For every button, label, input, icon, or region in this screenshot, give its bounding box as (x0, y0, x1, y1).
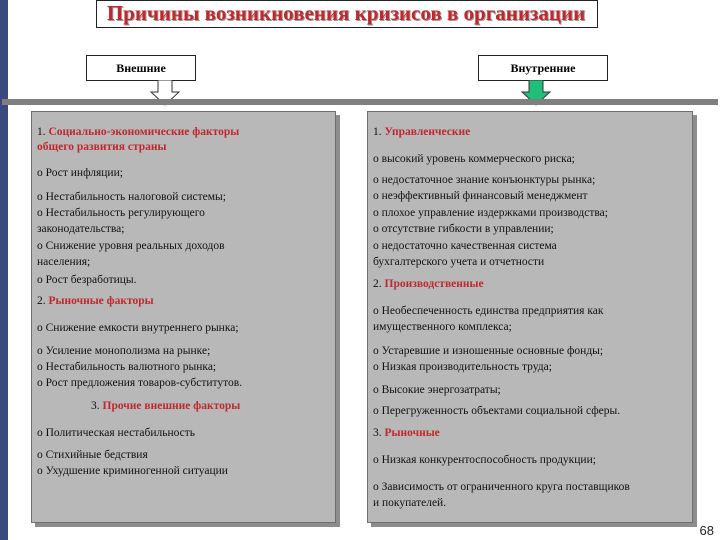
list-item: o Нестабильность валютного рынка; (37, 361, 217, 373)
list-item: населения; (37, 256, 91, 268)
header-divider (2, 99, 718, 105)
left-decor-strip (0, 0, 8, 540)
list-item: o Зависимость от ограниченного круга поставщиков (373, 481, 630, 493)
list-item: o отсутствие гибкости в управлении; (373, 223, 554, 235)
list-item: o Нестабильность регулирующего (37, 207, 205, 219)
external-section-1-title: 1. Социально-экономические факторы (37, 126, 240, 138)
page-title: Причины возникновения кризисов в организации (106, 1, 586, 25)
list-item: o Снижение емкости внутреннего рынка; (37, 322, 239, 334)
internal-section-1-title: 1. Управленческие (373, 126, 471, 138)
list-item: имущественного комплекса; (373, 321, 512, 333)
list-item: o недостаточное знание конъюнктуры рынка; (373, 174, 596, 186)
list-item: o Низкая производительность труда; (373, 361, 552, 373)
list-item: o Политическая нестабильность (37, 427, 196, 439)
list-item: o плохое управление издержками производства; (373, 207, 608, 219)
internal-label: Внутренние (478, 55, 608, 81)
external-section-3-title: 3. Прочие внешние факторы (91, 400, 241, 412)
list-item: o Стихийные бедствия (37, 449, 148, 461)
page-number: 68 (699, 523, 714, 538)
list-item: o Необеспеченность единства предприятия как (373, 305, 604, 317)
external-section-2-title: 2. Рыночные факторы (37, 295, 154, 307)
list-item: o недостаточно качественная система (373, 240, 557, 252)
list-item: o Ухудшение криминогенной ситуации (37, 465, 228, 477)
list-item: o высокий уровень коммерческого риска; (373, 153, 575, 165)
list-item: o неэффективный финансовый менеджмент (373, 190, 588, 202)
list-item: o Низкая конкурентоспособность продукции; (373, 454, 596, 466)
list-item: o Рост инфляции; (37, 167, 123, 179)
list-item: o Нестабильность налоговой системы; (37, 191, 226, 203)
list-item: бухгалтерского учета и отчетности (373, 256, 545, 268)
list-item: и покупателей. (373, 497, 447, 509)
list-item: законодательства; (37, 223, 125, 235)
internal-section-2-title: 2. Производственные (373, 278, 484, 290)
internal-section-3-title: 3. Рыночные (373, 427, 440, 439)
external-label: Внешние (86, 55, 196, 81)
list-item: o Усиление монополизма на рынке; (37, 345, 211, 357)
list-item: o Рост безработицы. (37, 274, 137, 286)
list-item: o Снижение уровня реальных доходов (37, 240, 225, 252)
list-item: o Высокие энергозатраты; (373, 384, 501, 396)
list-item: o Перегруженность объектами социальной сферы. (373, 405, 621, 417)
external-section-1-title-cont: общего развития страны (37, 141, 167, 153)
list-item: o Рост предложения товаров-субститутов. (37, 377, 243, 389)
list-item: o Устаревшие и изношенные основные фонды; (373, 345, 604, 357)
